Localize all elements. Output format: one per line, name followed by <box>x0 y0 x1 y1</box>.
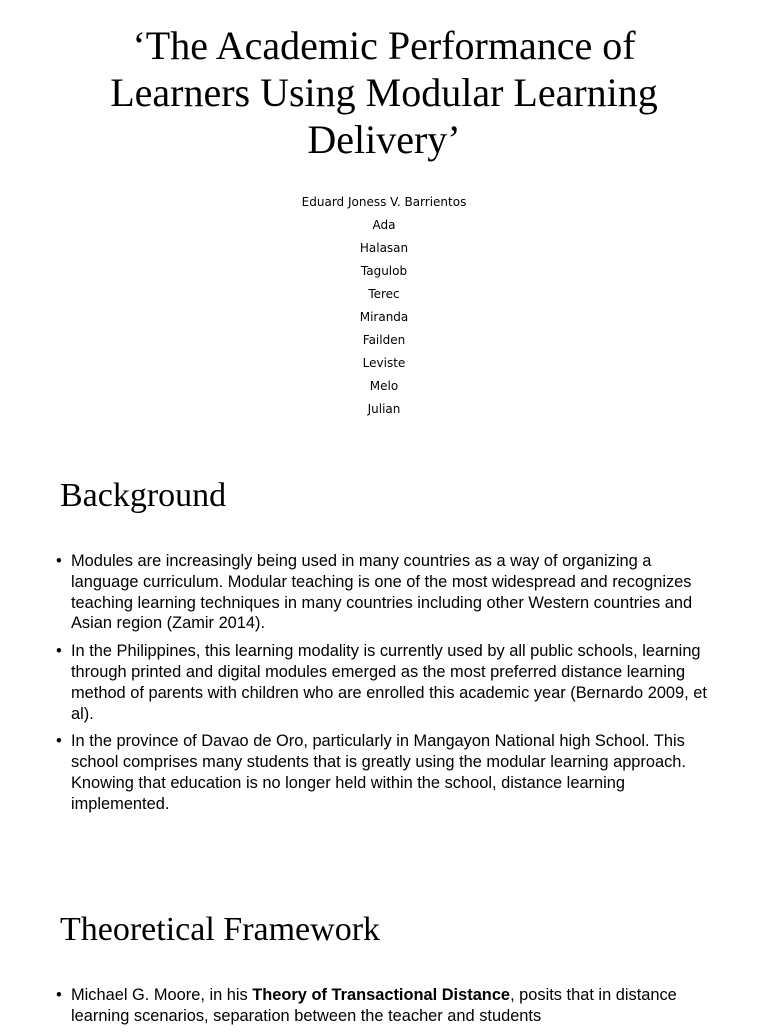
background-bullet <box>56 551 716 634</box>
author-list <box>234 191 534 421</box>
author-name: Eduard Joness V. Barrientos <box>301 195 467 209</box>
bullet-marker: • <box>56 552 62 570</box>
author-name: Ada <box>372 218 396 232</box>
author-name: Julian <box>367 402 401 416</box>
background-bullet <box>56 641 716 724</box>
theoretical-framework-bullet-list <box>56 985 716 1034</box>
bullet-marker: • <box>56 732 62 751</box>
theory-name: Theory of Transactional Distance <box>252 986 511 1004</box>
background-bullet-text: In the province of Davao de Oro, particularly in Mangayon National high School. This school comprises many students that is greatly using the modular learning approach. Knowing that education is no longer held within the school, distance learning implemented. <box>71 732 686 813</box>
bullet-marker: • <box>56 986 62 1004</box>
bullet-text-rest: , posits that in distance learning scenarios, separation between the teacher and students <box>71 986 677 1025</box>
document-title: ‘The Academic Performance of Learners Using Modular Learning Delivery’ <box>110 23 658 162</box>
author-name: Leviste <box>362 356 406 370</box>
theoretical-framework-bullet <box>56 985 716 1027</box>
bullet-marker: • <box>56 642 62 661</box>
background-bullet-list <box>56 551 716 822</box>
author-name: Halasan <box>359 241 409 255</box>
background-heading: Background <box>60 477 227 514</box>
background-bullet <box>56 731 716 814</box>
author-name: Melo <box>369 379 399 393</box>
bullet-text-lead: Michael G. Moore, in his <box>71 986 253 1004</box>
author-name: Tagulob <box>360 264 408 278</box>
author-name: Miranda <box>359 310 409 324</box>
author-name: Failden <box>362 333 406 347</box>
author-name: Terec <box>368 287 400 301</box>
background-bullet-text: Modules are increasingly being used in many countries as a way of organizing a language curriculum. Modular teaching is one of the most widespread and recognizes teaching learning techniques in many countries including other Western countries and Asian region (Zamir 2014). <box>71 552 693 633</box>
theoretical-framework-heading: Theoretical Framework <box>60 911 381 948</box>
background-bullet-text: In the Philippines, this learning modality is currently used by all public schools, learning through printed and digital modules emerged as the most preferred distance learning method of parents with children who are enrolled this academic year (Bernardo 2009, et al). <box>71 642 707 723</box>
